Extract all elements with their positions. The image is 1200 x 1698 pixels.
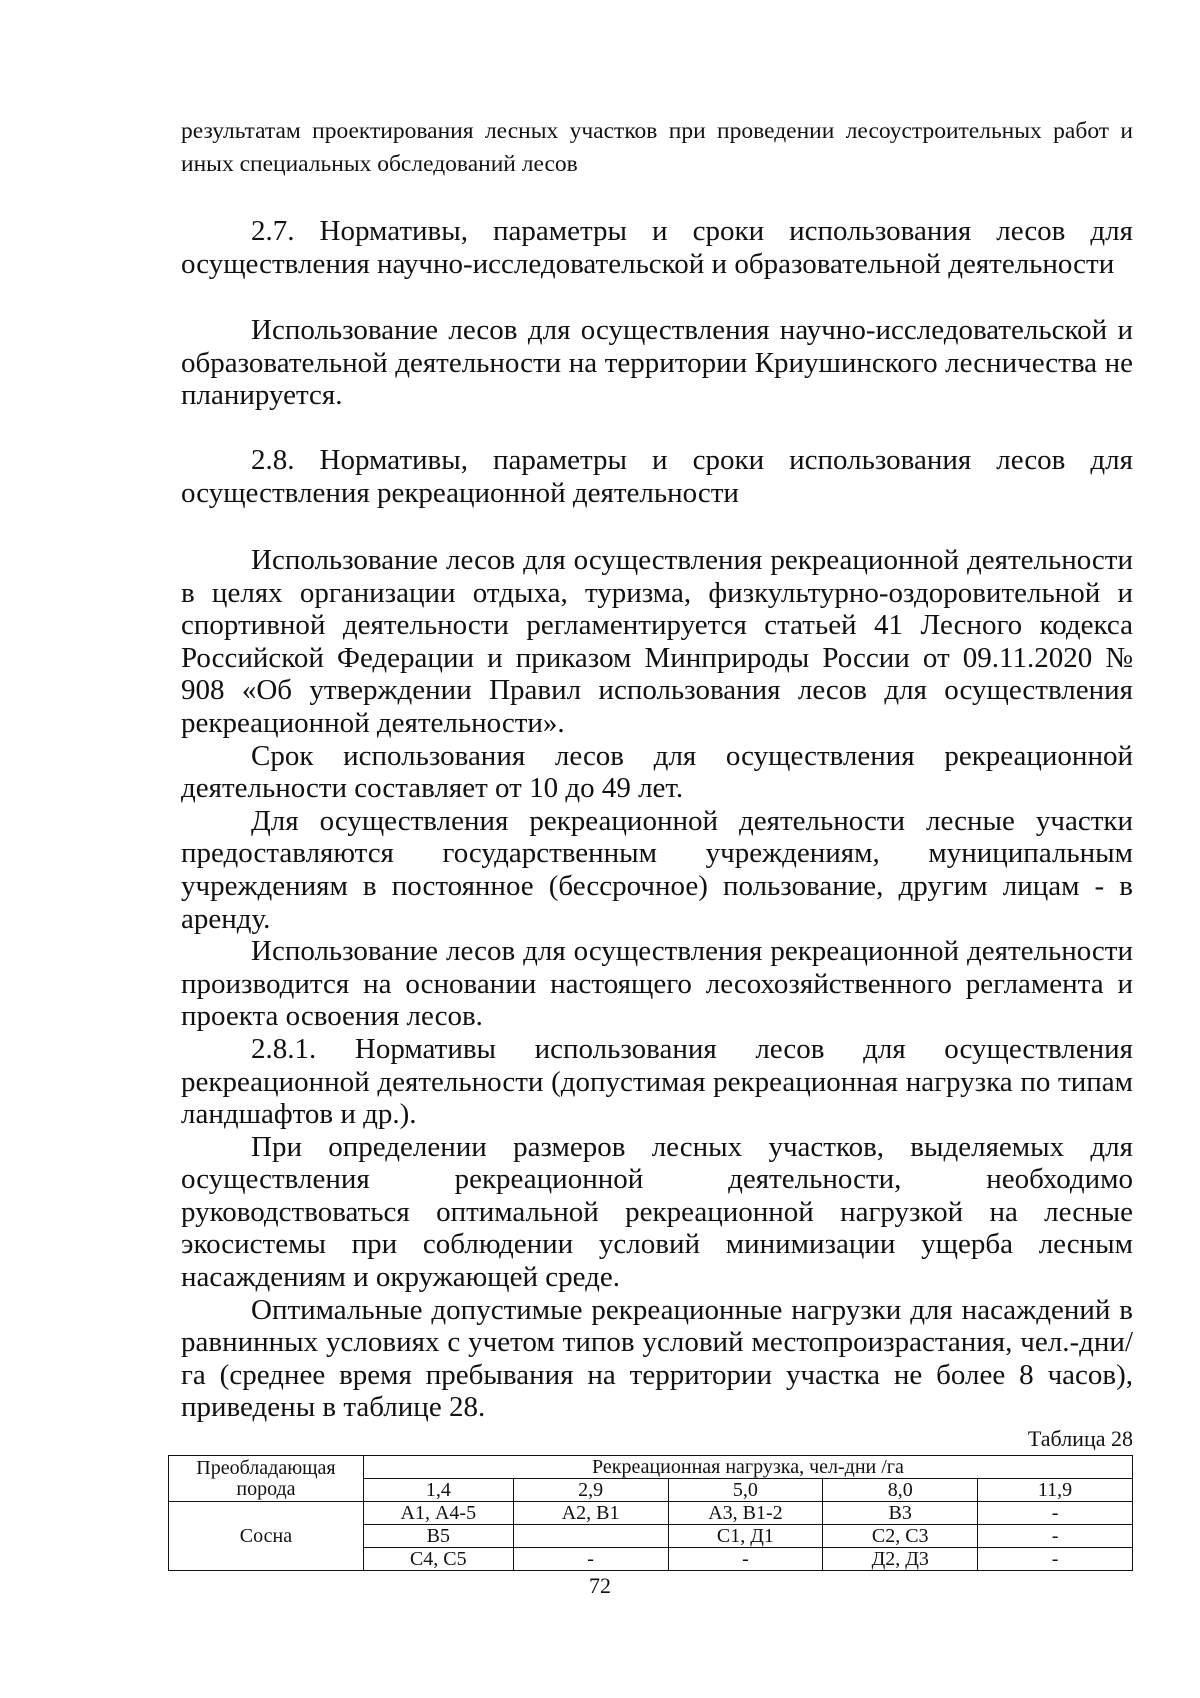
intro-paragraph: результатам проектирования лесных участков при проведении лесоустроительных работ и иных специальных обследований лесов [181,118,1133,177]
table-cell: - [978,1525,1133,1548]
paragraph: При определении размеров лесных участков, выделяемых для осуществления рекреационной деятельности, необходимо руководствоваться оптимальной рекреационной нагрузкой на лесные экосистемы при соблюдении условий минимизации ущерба лесным насаждениям и окружающей среде. [181,1130,1133,1294]
load-value-header: 8,0 [823,1479,978,1502]
table-cell: А2, В1 [513,1502,668,1525]
table-cell: В5 [363,1525,513,1548]
table-header-row [169,1456,1133,1479]
species-cell: Сосна [169,1502,364,1571]
section-2-7-paragraph: Использование лесов для осуществления научно-исследовательской и образовательной деятельности на территории Криушинского лесничества не планируется. [181,314,1133,412]
page-number: 72 [589,1573,611,1598]
table-cell: Д2, Д3 [823,1548,978,1571]
table-cell: - [668,1548,823,1571]
paragraph: Оптимальные допустимые рекреационные нагрузки для насаждений в равнинных условиях с учетом типов условий местопроизрастания, чел.-дни/га (среднее время пребывания на территории участка не более 8 часов), приведены в таблице 28. [181,1293,1133,1424]
table-cell: А3, В1-2 [668,1502,823,1525]
load-value-header: 11,9 [978,1479,1133,1502]
paragraph: Срок использования лесов для осуществления рекреационной деятельности составляет от 10 до 49 лет. [181,739,1133,805]
section-2-8-heading: 2.8. Нормативы, параметры и сроки использования лесов для осуществления рекреационной деятельности [181,444,1133,509]
table-cell: С4, С5 [363,1548,513,1571]
table-cell: - [978,1548,1133,1571]
section-2-8-body [181,544,1133,1424]
table-cell: - [513,1548,668,1571]
table-cell: С2, С3 [823,1525,978,1548]
table-cell: - [978,1502,1133,1525]
paragraph: Для осуществления рекреационной деятельности лесные участки предоставляются государственным учреждениям, муниципальным учреждениям в постоянное (бессрочное) пользование, другим лицам - в аренду. [181,804,1133,935]
load-value-header: 5,0 [668,1479,823,1502]
table-caption: Таблица 28 [1027,1426,1133,1451]
table-cell: С1, Д1 [668,1525,823,1548]
table-cell [513,1525,668,1548]
section-2-7-heading-block [181,215,1133,280]
subsection-2-8-1-paragraph: 2.8.1. Нормативы использования лесов для осуществления рекреационной деятельности (допустимая рекреационная нагрузка по типам ландшафтов и др.). [181,1032,1133,1131]
load-value-header: 2,9 [513,1479,668,1502]
table-row [169,1502,1133,1525]
table-cell: В3 [823,1502,978,1525]
table-cell: А1, А4-5 [363,1502,513,1525]
load-value-header: 1,4 [363,1479,513,1502]
section-2-7-body [181,314,1133,412]
paragraph: Использование лесов для осуществления рекреационной деятельности производится на основании настоящего лесохозяйственного регламента и проекта освоения лесов. [181,935,1133,1033]
recreational-load-table [168,1455,1133,1571]
section-2-7-heading: 2.7. Нормативы, параметры и сроки использования лесов для осуществления научно-исследовательской и образовательной деятельности [181,215,1133,280]
intro-continuation [181,115,1133,181]
paragraph: Использование лесов для осуществления рекреационной деятельности в целях организации отдыха, туризма, физкультурно-оздоровительной и спортивной деятельности регламентируется статьей 41 Лесного кодекса Российской Федерации и приказом Минприроды России от 09.11.2020 № 908 «Об утверждении Правил использования лесов для осуществления рекреационной деятельности». [181,544,1133,739]
section-2-8-heading-block [181,444,1133,509]
load-group-header: Рекреационная нагрузка, чел-дни /га [363,1456,1132,1479]
species-column-header: Преобладающая порода [169,1456,364,1502]
